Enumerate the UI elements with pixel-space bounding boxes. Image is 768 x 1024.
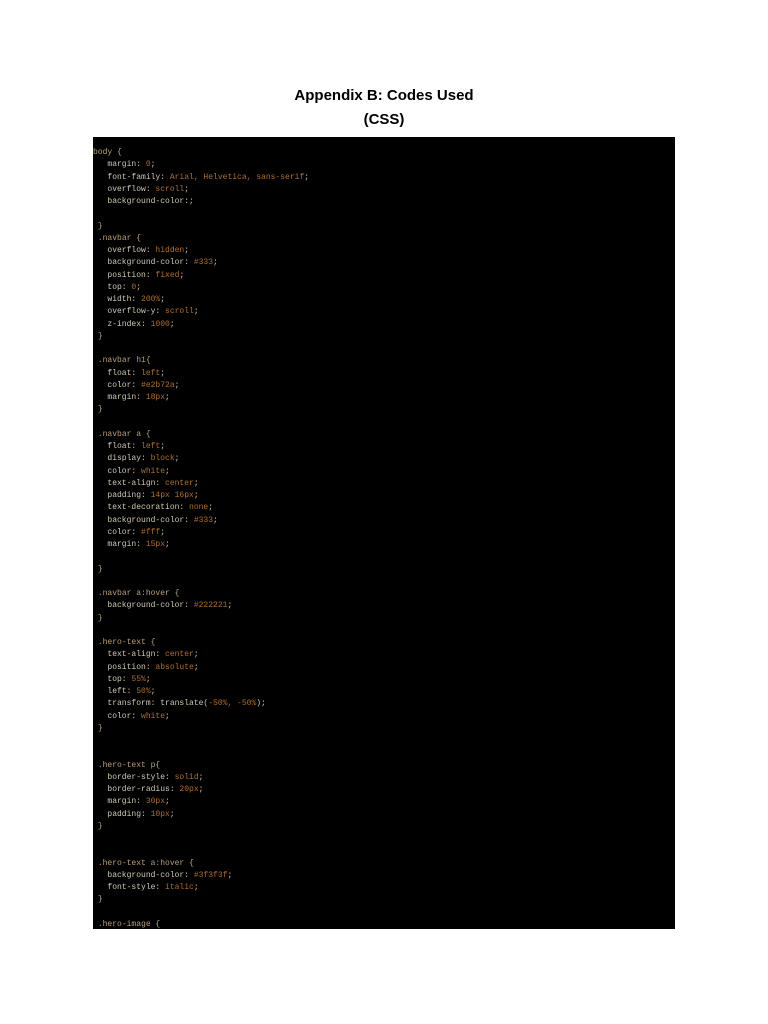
code-indent	[93, 454, 107, 463]
code-line	[93, 600, 309, 612]
code-indent	[93, 271, 107, 280]
code-punctuation: ;	[193, 491, 199, 500]
code-line	[93, 306, 309, 318]
code-indent	[93, 320, 107, 329]
code-value: solid	[174, 772, 199, 782]
code-line	[93, 637, 309, 649]
code-value: #e2b72a	[141, 380, 175, 390]
code-line	[93, 515, 309, 527]
code-line	[93, 723, 309, 735]
code-property: color:	[107, 527, 142, 537]
code-punctuation: ;	[227, 601, 233, 611]
code-punctuation: ;	[193, 307, 199, 317]
code-line	[93, 894, 309, 906]
code-line	[93, 882, 309, 894]
code-property: overflow-y:	[107, 307, 166, 317]
code-punctuation: ;	[165, 711, 170, 721]
code-selector: .hero-text a:hover {	[97, 858, 194, 868]
code-line	[93, 196, 309, 208]
code-punctuation: ;	[169, 809, 175, 819]
code-line	[93, 184, 309, 196]
code-punctuation: ;	[150, 687, 156, 696]
code-line	[93, 147, 309, 159]
code-line	[93, 380, 309, 392]
code-line	[93, 858, 309, 870]
code-indent	[93, 712, 107, 721]
code-property: background-color:	[107, 870, 194, 880]
code-property: display:	[107, 454, 151, 464]
code-indent	[93, 307, 107, 316]
code-value: italic	[165, 883, 194, 892]
code-punctuation: ;	[150, 160, 156, 170]
code-line	[93, 625, 309, 637]
code-line	[93, 441, 309, 453]
code-selector: }	[97, 613, 103, 623]
code-indent	[93, 601, 107, 610]
code-punctuation: ;	[198, 785, 204, 794]
code-value: absolute	[155, 662, 194, 672]
code-line	[93, 270, 309, 282]
code-property: border-style:	[107, 772, 175, 782]
code-indent	[93, 687, 107, 696]
code-indent	[93, 503, 107, 512]
code-indent	[93, 516, 107, 525]
code-property: float:	[107, 442, 142, 451]
code-value: left	[141, 442, 161, 451]
code-line	[93, 821, 309, 833]
code-indent	[93, 442, 107, 451]
code-selector: }	[97, 895, 103, 905]
code-indent	[93, 283, 107, 292]
code-selector: }	[97, 331, 103, 341]
code-value: 50%	[136, 687, 151, 696]
code-property: text-decoration:	[107, 503, 190, 513]
code-selector: }	[97, 221, 103, 231]
code-indent	[93, 467, 107, 476]
code-property: color:	[107, 711, 142, 721]
code-value: #fff	[141, 527, 161, 537]
code-line	[93, 404, 309, 416]
code-property: margin:	[107, 393, 146, 402]
code-value: 0	[131, 282, 137, 292]
code-line	[93, 490, 309, 502]
code-property: overflow:	[107, 246, 156, 255]
code-line	[93, 392, 309, 404]
code-selector: }	[97, 405, 103, 415]
code-line	[93, 368, 309, 380]
code-value: #333	[193, 258, 214, 268]
code-property: margin:	[107, 160, 146, 170]
code-punctuation: ;	[165, 466, 170, 476]
code-punctuation: ;	[136, 282, 142, 292]
code-property: width:	[107, 295, 142, 304]
code-punctuation: ;	[169, 319, 175, 329]
code-punctuation: ;	[160, 368, 166, 378]
code-line	[93, 686, 309, 698]
code-line	[93, 527, 309, 539]
code-indent	[93, 160, 107, 169]
code-indent	[93, 393, 107, 402]
code-indent	[93, 479, 107, 488]
code-block	[93, 137, 675, 929]
code-value: 20px	[179, 785, 199, 794]
page-title: Appendix B: Codes Used	[294, 87, 474, 104]
code-selector: }	[97, 821, 103, 831]
code-line	[93, 772, 309, 784]
code-punctuation: ;	[184, 246, 190, 255]
code-punctuation: ;	[165, 797, 170, 807]
code-value: Arial, Helvetica, sans-serif	[169, 172, 305, 182]
code-selector: .navbar a:hover {	[97, 589, 180, 598]
code-value: 14px 16px	[150, 491, 194, 500]
code-indent	[93, 871, 107, 880]
code-punctuation: ;	[198, 772, 204, 782]
code-line	[93, 331, 309, 343]
code-line	[93, 870, 309, 882]
code-line	[93, 343, 309, 355]
code-value: 15px	[145, 540, 166, 549]
code-line	[93, 502, 309, 514]
code-punctuation: ;	[193, 650, 199, 660]
code-line	[93, 551, 309, 563]
code-value: white	[141, 466, 166, 476]
code-property: text-align:	[107, 650, 166, 660]
code-value: hidden	[155, 246, 185, 255]
code-value: 0	[145, 160, 151, 170]
code-property: z-index:	[107, 319, 151, 329]
code-value: 30px	[145, 797, 166, 807]
code-property: background-color:	[107, 258, 194, 268]
code-indent	[93, 246, 107, 255]
code-property: float:	[107, 368, 142, 378]
code-indent	[93, 797, 107, 806]
code-value: #222221	[193, 601, 228, 611]
code-line	[93, 319, 309, 331]
code-indent	[93, 540, 107, 549]
code-value: 55%	[131, 674, 146, 684]
code-selector: .navbar {	[97, 233, 142, 243]
code-punctuation: ;	[193, 883, 199, 892]
code-line	[93, 784, 309, 796]
code-selector: .hero-text p{	[97, 760, 161, 770]
code-line	[93, 576, 309, 588]
code-property: background-color:	[107, 601, 194, 611]
code-line	[93, 698, 309, 710]
code-line	[93, 796, 309, 808]
code-selector: .hero-image {	[97, 919, 161, 929]
code-indent	[93, 197, 107, 206]
code-property: margin:	[107, 797, 146, 807]
code-indent	[93, 258, 107, 267]
code-line	[93, 564, 309, 576]
code-line	[93, 417, 309, 429]
code-value: scroll	[165, 307, 194, 317]
code-indent	[93, 528, 107, 537]
code-selector: .hero-text {	[97, 638, 156, 647]
code-value: #333	[193, 515, 214, 525]
code-line	[93, 257, 309, 269]
code-line	[93, 588, 309, 600]
code-value: 200%	[141, 295, 161, 304]
code-indent	[93, 663, 107, 672]
code-punctuation: ;	[165, 540, 170, 549]
code-line	[93, 294, 309, 306]
code-line	[93, 221, 309, 233]
code-property: position:	[107, 270, 156, 280]
code-punctuation: ;	[179, 270, 185, 280]
code-property: border-radius:	[107, 785, 180, 794]
code-line	[93, 466, 309, 478]
code-punctuation: ;	[174, 380, 180, 390]
code-value: block	[150, 454, 175, 464]
code-punctuation: ;	[213, 515, 218, 525]
code-property: padding:	[107, 491, 151, 500]
code-property: color:	[107, 466, 142, 476]
code-value: center	[165, 478, 194, 488]
code-indent	[93, 785, 107, 794]
code-punctuation: ;	[184, 184, 190, 194]
code-value: 18px	[145, 393, 166, 402]
code-line	[93, 662, 309, 674]
code-punctuation: ;	[165, 393, 170, 402]
code-line	[93, 429, 309, 441]
code-line	[93, 539, 309, 551]
code-property: background-color:;	[107, 197, 194, 206]
code-line	[93, 907, 309, 919]
code-punctuation: ;	[213, 258, 218, 268]
code-value: white	[141, 711, 166, 721]
code-punctuation: ;	[145, 674, 151, 684]
code-property: color:	[107, 380, 142, 390]
code-value: left	[141, 368, 161, 378]
code-property: overflow:	[107, 184, 156, 194]
code-property: background-color:	[107, 515, 194, 525]
code-line	[93, 478, 309, 490]
code-indent	[93, 295, 107, 304]
code-property: padding:	[107, 809, 151, 819]
code-line	[93, 845, 309, 857]
code-indent	[93, 381, 107, 390]
code-line	[93, 159, 309, 171]
code-value: 1000	[150, 319, 170, 329]
code-indent	[93, 675, 107, 684]
page-subtitle: (CSS)	[363, 111, 405, 128]
code-punctuation: ;	[304, 172, 310, 182]
code-value: center	[165, 650, 194, 660]
code-line	[93, 919, 309, 929]
code-punctuation: );	[256, 699, 266, 709]
code-value: none	[189, 503, 209, 513]
code-line	[93, 245, 309, 257]
code-punctuation: ;	[160, 295, 166, 304]
code-line	[93, 674, 309, 686]
code-punctuation: ;	[208, 503, 214, 513]
code-line	[93, 282, 309, 294]
code-punctuation: ;	[160, 442, 166, 451]
code-property: transform: translate(	[107, 699, 209, 709]
code-line	[93, 760, 309, 772]
code-property: font-family:	[107, 172, 170, 182]
code-line	[93, 711, 309, 723]
code-line	[93, 453, 309, 465]
code-selector: }	[97, 564, 103, 574]
code-value: scroll	[155, 184, 185, 194]
code-property: top:	[107, 282, 132, 292]
code-selector: body {	[93, 148, 122, 157]
code-lines	[93, 147, 309, 929]
code-selector: }	[97, 723, 103, 733]
code-property: position:	[107, 662, 156, 672]
code-property: margin:	[107, 540, 146, 549]
code-property: font-style:	[107, 883, 166, 892]
code-punctuation: ;	[227, 870, 233, 880]
code-line	[93, 172, 309, 184]
code-indent	[93, 773, 107, 782]
code-indent	[93, 369, 107, 378]
code-property: top:	[107, 674, 132, 684]
code-value: #3f3f3f	[193, 870, 228, 880]
code-line	[93, 735, 309, 747]
code-property: text-align:	[107, 478, 166, 488]
code-line	[93, 233, 309, 245]
code-line	[93, 613, 309, 625]
code-punctuation: ;	[160, 527, 166, 537]
code-indent	[93, 810, 107, 819]
code-punctuation: ;	[193, 478, 199, 488]
code-line	[93, 355, 309, 367]
code-value: 10px	[150, 809, 170, 819]
code-line	[93, 833, 309, 845]
code-punctuation: ;	[193, 662, 199, 672]
code-value: fixed	[155, 270, 180, 280]
code-line	[93, 649, 309, 661]
code-indent	[93, 699, 107, 708]
code-line	[93, 208, 309, 220]
code-line	[93, 747, 309, 759]
code-selector: .navbar h1{	[97, 356, 151, 366]
code-indent	[93, 173, 107, 182]
code-indent	[93, 883, 107, 892]
code-property: left:	[107, 687, 137, 696]
code-value: -50%, -50%	[208, 699, 257, 709]
code-indent	[93, 185, 107, 194]
code-line	[93, 809, 309, 821]
code-punctuation: ;	[174, 454, 180, 464]
code-indent	[93, 491, 107, 500]
code-selector: .navbar a {	[97, 429, 151, 439]
code-indent	[93, 650, 107, 659]
